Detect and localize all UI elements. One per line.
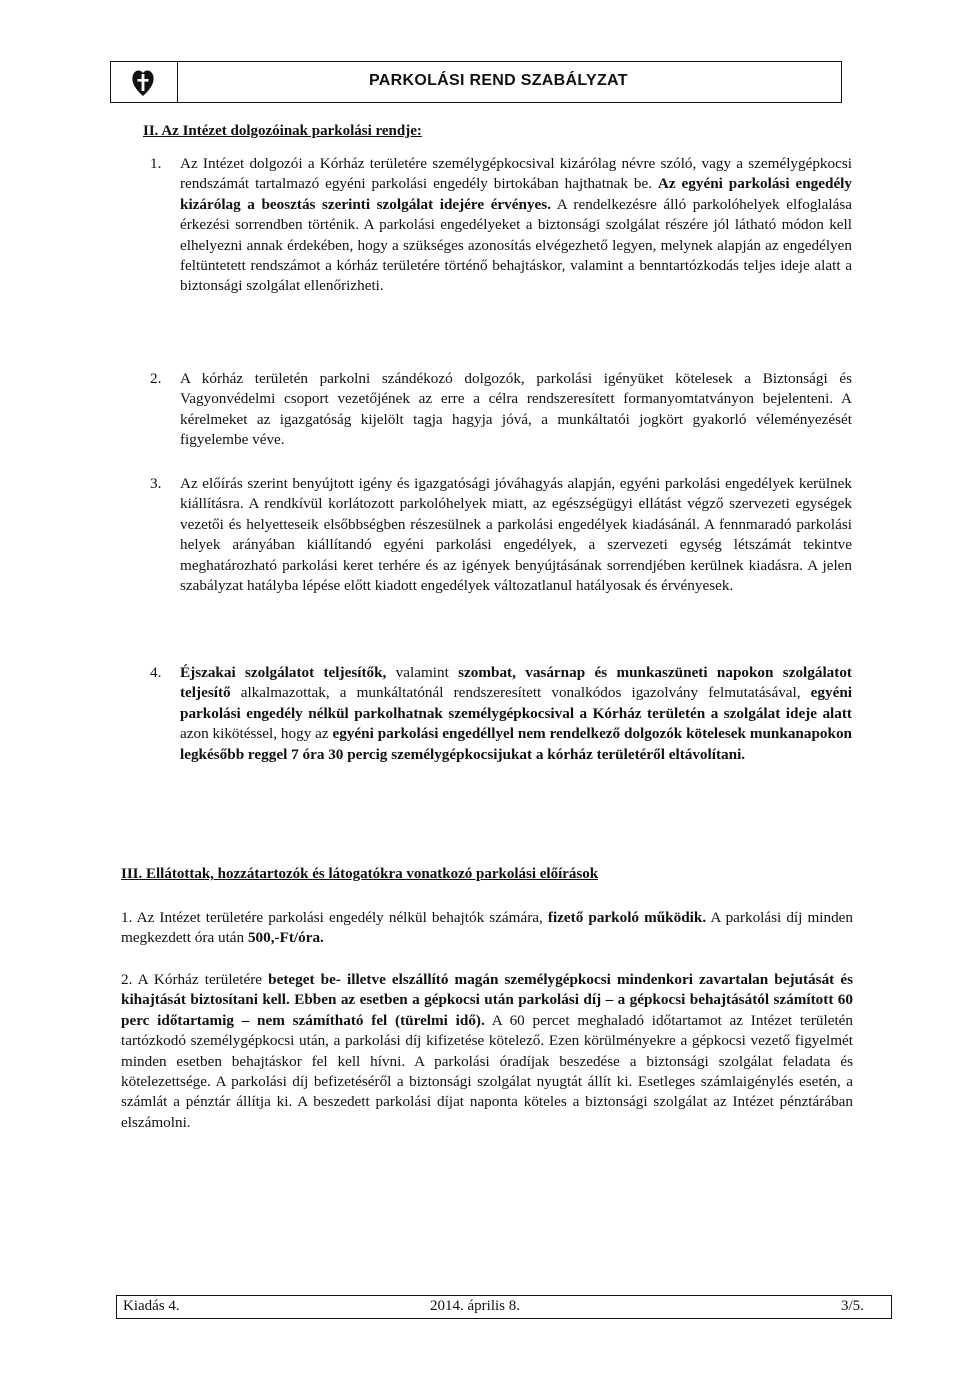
item-number-4: 4. bbox=[150, 664, 162, 681]
section-heading-2: II. Az Intézet dolgozóinak parkolási rendje: bbox=[143, 123, 422, 139]
paragraph-item-1 bbox=[180, 154, 852, 297]
hospital-leaf-logo-icon bbox=[128, 67, 158, 97]
para-3-2-run-0: 2. A Kórház területére bbox=[121, 971, 269, 988]
section-heading-3: III. Ellátottak, hozzátartozók és látogatókra vonatkozó parkolási előírások bbox=[121, 866, 599, 882]
para-3-2-run-1: beteget be- illetve elszállító magán személygépkocsi mindenkori zavartalan bejutását és kihajtását biztosítani kell. Ebben az esetben a gépkocsi után parkolási díj – a gépkocsi behajtásától számított 60 perc időtartamig – nem számítható fel (türelmi idő). bbox=[121, 971, 853, 1029]
item-4-run-4: egyéni parkolási engedély nélkül parkolhatnak személygépkocsival a Kórház területén a szolgálat ideje alatt bbox=[180, 684, 852, 722]
para-3-1-run-3: 500,-Ft/óra. bbox=[247, 929, 324, 947]
item-number-1: 1. bbox=[150, 155, 162, 172]
item-3-run-0: Az előírás szerint benyújtott igény és igazgatósági jóváhagyás alapján, egyéni parkolási engedélyek kerülnek kiállításra. A rendkívül korlátozott parkolóhelyek miatt, az egészségügyi ellátást végző szervezeti egységek vezetői és helyetteseik elsőbbségben részesülnek a parkolási engedélyek kiadásánál. A fennmaradó parkolási helyek arányában kiállítandó egyéni parkolási engedélyek, a szervezeti egység létszámát tekintve meghatározható parkolási keret terhére és az igények benyújtásának sorrendjében kerülnek kiadásra. A jelen szabályzat hatályba lépése előtt kiadott engedélyek változatlanul hatályosak és érvényesek. bbox=[180, 475, 852, 595]
para-3-1-run-2: A parkolási díj minden megkezdett óra után bbox=[121, 909, 853, 947]
document-header bbox=[110, 61, 842, 103]
item-number-3: 3. bbox=[150, 475, 162, 492]
para-3-1-run-0: 1. Az Intézet területére parkolási engedély nélkül behajtók számára, bbox=[121, 909, 548, 926]
item-4-run-1: valamint bbox=[386, 664, 459, 681]
para-3-2-run-2: A 60 percet meghaladó időtartamot az Intézet területén tartózkodó személygépkocsi után, a parkolási díj kifizetése kötelező. Ezen körülményekre a gépkocsi vezető figyelmét minden esetben behajtáskor fel kell hívni. A parkolási óradíjak beszedése a biztonsági szolgálat feladata és kötelezettsége. A parkolási díj befizetéséről a biztonsági szolgálat nyugtát állít ki. Esetleges számlaigénylés esetén, a számlát a pénztár állítja ki. A beszedett parkolási díjat naponta köteles a biztonsági szolgálat az Intézet pénztárában elszámolni. bbox=[121, 1011, 854, 1131]
item-1-run-0: Az Intézet dolgozói a Kórház területére személygépkocsival kizárólag névre szóló, vagy a személygépkocsi rendszámát tartalmazó egyéni parkolási engedély birtokában hajthatnak be. bbox=[180, 155, 852, 193]
item-1-run-2: A rendelkezésre álló parkolóhelyek elfoglalása érkezési sorrendben történik. A parkolási engedélyeket a biztonsági szolgálat részére jól látható módon kell elhelyezni annak érdekében, hogy a szükséges azonosítás elvégezhető legyen, melynek alapján az engedélyen feltüntetett rendszámot a kórház területére történő behajtáskor, valamint a benntartózkodás teljes ideje alatt a biztonsági szolgálat ellenőrizheti. bbox=[180, 195, 852, 295]
item-4-run-2: szombat, vasárnap és munkaszüneti napokon szolgálatot teljesítő bbox=[180, 664, 852, 702]
paragraph-item-3 bbox=[180, 474, 852, 596]
para-3-1-run-1: fizető parkoló működik. bbox=[547, 909, 707, 926]
item-2-run-0: A kórház területén parkolni szándékozó dolgozók, parkolási igényüket kötelesek a Biztonsági és Vagyonvédelmi csoport vezetőjének az erre a célra rendszeresített formanyomtatványon bejelenteni. A kérelmeket az igazgatóság kijelölt tagja hagyja jóvá, a munkáltatói jogkört gyakorló véleményezését figyelembe véve. bbox=[180, 370, 852, 449]
item-4-run-3: alkalmazottak, a munkáltatónál rendszeresített vonalkódos igazolvány felmutatásával, bbox=[230, 684, 811, 702]
item-number-2: 2. bbox=[150, 370, 162, 387]
footer-edition: Kiadás 4. bbox=[123, 1298, 180, 1314]
paragraph-3-1 bbox=[121, 908, 853, 949]
footer-page-number: 3/5. bbox=[841, 1298, 864, 1314]
document-footer bbox=[116, 1295, 892, 1319]
footer-date: 2014. április 8. bbox=[430, 1298, 520, 1314]
logo-cell bbox=[111, 62, 178, 102]
item-4-run-0: Éjszakai szolgálatot teljesítők, bbox=[180, 664, 387, 681]
item-4-run-5: azon kikötéssel, hogy az bbox=[180, 725, 333, 743]
item-4-run-6: egyéni parkolási engedéllyel nem rendelkező dolgozók kötelesek munkanapokon legkésőbb reggel 7 óra 30 percig személygépkocsijukat a kórház területéről eltávolítani. bbox=[180, 725, 852, 763]
item-1-run-1: Az egyéni parkolási engedély kizárólag a beosztás szerinti szolgálat idejére érvényes. bbox=[180, 175, 852, 213]
paragraph-item-2 bbox=[180, 369, 852, 451]
paragraph-3-2 bbox=[121, 970, 853, 1133]
document-title: PARKOLÁSI REND SZABÁLYZAT bbox=[369, 72, 628, 89]
paragraph-item-4 bbox=[180, 663, 852, 765]
